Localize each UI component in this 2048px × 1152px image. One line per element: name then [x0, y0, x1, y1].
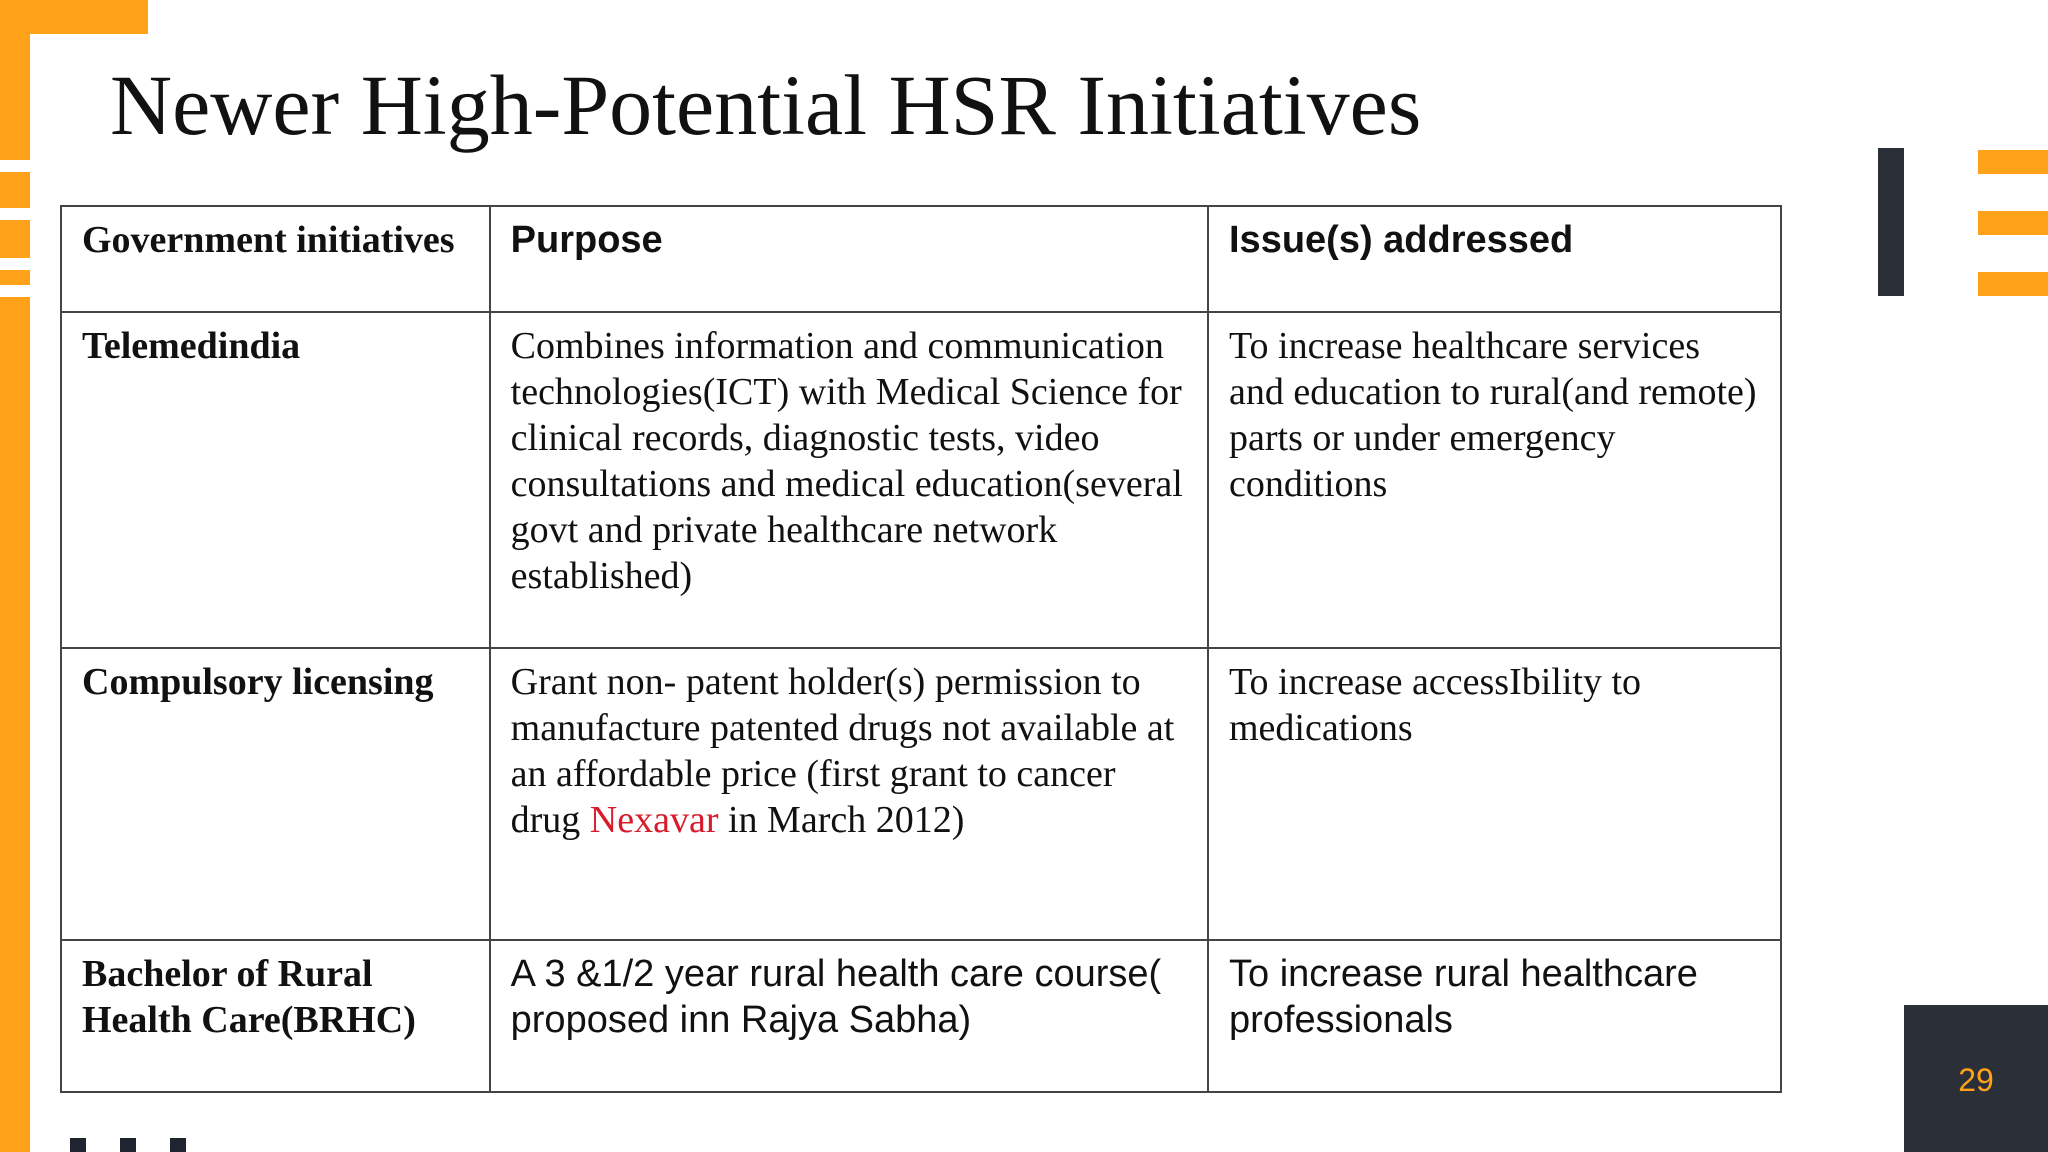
right-accent-stripe	[1978, 150, 2048, 174]
left-accent-notch	[0, 208, 30, 220]
left-accent-bar	[0, 0, 30, 1152]
initiatives-table	[60, 205, 1782, 1093]
drug-name-highlight: Nexavar	[589, 799, 719, 841]
table-row	[61, 648, 1781, 940]
header-government-initiatives: Government initiatives	[61, 206, 490, 312]
table-row	[61, 940, 1781, 1092]
table-row	[61, 312, 1781, 648]
purpose-text: Grant non- patent holder(s) permission to manufacture patented drugs not available at an affordable price (first grant to cancer drug	[510, 661, 1175, 841]
purpose-text: in March 2012)	[718, 799, 965, 841]
left-accent-notch	[0, 160, 30, 172]
purpose-cell: A 3 &1/2 year rural health care course( proposed inn Rajya Sabha)	[490, 940, 1208, 1092]
right-accent-stripe	[1978, 211, 2048, 235]
purpose-cell: Combines information and communication technologies(ICT) with Medical Science for clinical records, diagnostic tests, video consultations and medical education(several govt and private healthcare network established)	[490, 312, 1208, 648]
header-issues-addressed: Issue(s) addressed	[1208, 206, 1781, 312]
slide-title: Newer High-Potential HSR Initiatives	[110, 57, 1422, 153]
issues-cell: To increase rural healthcare professionals	[1208, 940, 1781, 1092]
right-dark-bar	[1878, 148, 1904, 296]
page-number: 29	[1958, 1062, 1994, 1098]
table-header-row	[61, 206, 1781, 312]
issues-cell: To increase accessIbility to medications	[1208, 648, 1781, 940]
initiative-cell: Bachelor of Rural Health Care(BRHC)	[61, 940, 490, 1092]
right-accent-stripe	[1978, 272, 2048, 296]
issues-cell: To increase healthcare services and education to rural(and remote) parts or under emergency conditions	[1208, 312, 1781, 648]
header-purpose: Purpose	[490, 206, 1208, 312]
initiative-cell: Compulsory licensing	[61, 648, 490, 940]
page-number-box	[1904, 1005, 2048, 1152]
initiative-cell: Telemedindia	[61, 312, 490, 648]
purpose-cell	[490, 648, 1208, 940]
left-accent-notch	[0, 285, 30, 297]
top-accent-bar	[0, 0, 148, 34]
bottom-tick-marks	[70, 1138, 230, 1152]
left-accent-notch	[0, 258, 30, 270]
